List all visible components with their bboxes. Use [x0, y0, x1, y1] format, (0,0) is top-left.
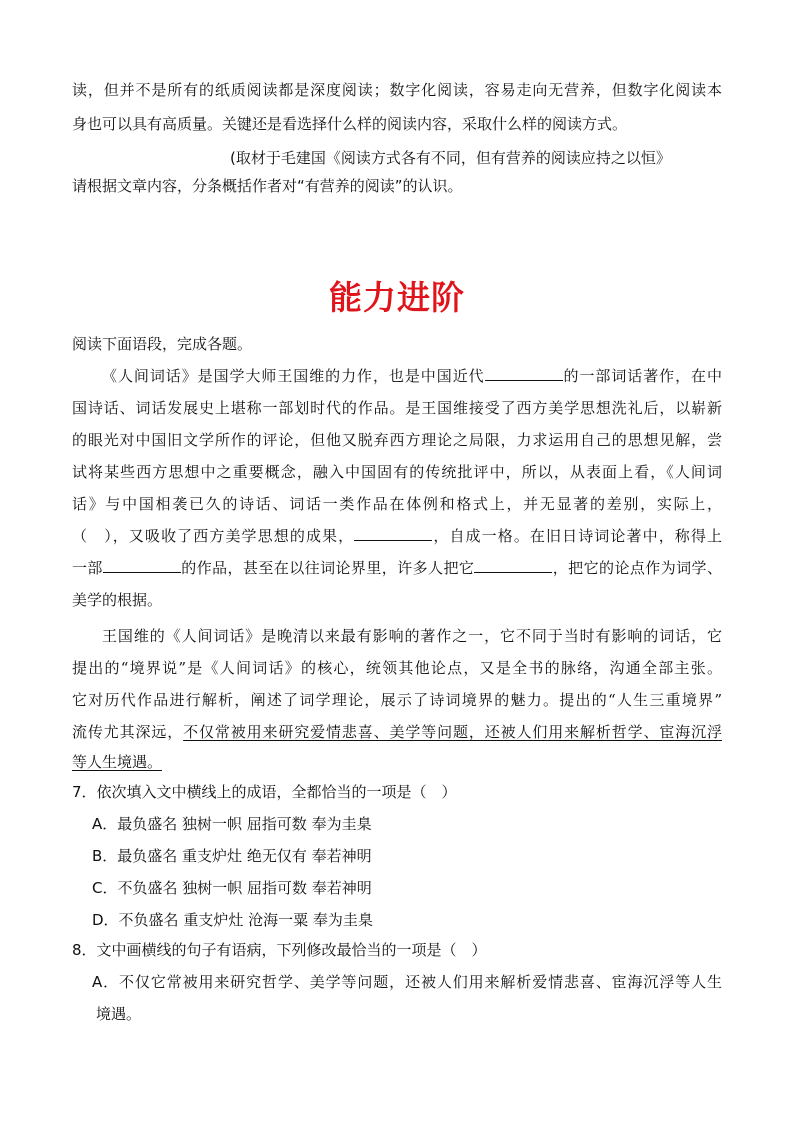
fill-blank-3 [103, 558, 181, 573]
passage-text: 的作品，甚至在以往词论界里，许多人把它 [180, 559, 475, 577]
question-8-option-a-line-1: A．不仅它常被用来研究哲学、美学等问题，还被人们用来解析爱情悲喜、宦海沉浮等人生 [92, 973, 722, 991]
top-passage-line-2: 身也可以具有高质量。关键还是看选择什么样的阅读内容，采取什么样的阅读方式。 [72, 115, 628, 133]
question-7-option-d: D．不负盛名 重支炉灶 沧海一粟 奉为圭臬 [92, 911, 373, 929]
fill-blank-4 [474, 558, 552, 573]
passage-p1-line-8: 美学的根据。 [72, 591, 163, 609]
fill-blank-1 [485, 366, 563, 381]
question-7-option-c: C．不负盛名 独树一帜 屈指可数 奉若神明 [92, 879, 372, 897]
top-passage-line-1: 读，但并不是所有的纸质阅读都是深度阅读；数字化阅读，容易走向无营养，但数字化阅读本 [72, 81, 722, 99]
source-citation: (取材于毛建国《阅读方式各有不同，但有营养的阅读应持之以恒》 [230, 149, 671, 167]
passage-text: ，把它的论点作为词学、 [552, 559, 722, 577]
passage-p1-line-7 [72, 558, 722, 578]
passage-p1-line-4: 试将某些西方思想中之重要概念，融入中国固有的传统批评中，所以，从表面上看，《人间词 [72, 463, 722, 481]
question-7-option-b: B．最负盛名 重支炉灶 绝无仅有 奉若神明 [92, 847, 372, 865]
question-7-option-a: A．最负盛名 独树一帜 屈指可数 奉为圭臬 [92, 815, 372, 833]
question-7-stem: 7．依次填入文中横线上的成语，全都恰当的一项是（ ） [72, 783, 457, 801]
reading-instruction: 阅读下面语段，完成各题。 [72, 335, 253, 353]
underlined-sentence: 不仅常被用来研究爱情悲喜、美学等问题，还被人们用来解析哲学、宦海沉浮 [183, 723, 722, 741]
passage-text: 的一部词话著作，在中 [562, 367, 722, 385]
passage-p1-line-3: 的眼光对中国旧文学所作的评论，但他又脱弃西方理论之局限，力求运用自己的思想见解，尝 [72, 431, 722, 449]
passage-text: 流传尤其深远， [72, 723, 184, 741]
passage-p2-line-5 [72, 752, 722, 772]
question-8-stem: 8．文中画横线的句子有语病，下列修改最恰当的一项是（ ） [72, 941, 487, 959]
passage-text: 一部 [72, 559, 103, 577]
summary-question: 请根据文章内容，分条概括作者对“有营养的阅读”的认识。 [72, 177, 463, 195]
underlined-sentence-end: 等人生境遇。 [72, 753, 163, 771]
passage-p2-line-4 [72, 722, 722, 742]
passage-p1-line-1 [102, 366, 722, 386]
passage-text: ，自成一格。在旧日诗词论著中，称得上 [432, 527, 722, 545]
passage-p2-line-1: 王国维的《人间词话》是晚清以来最有影响的著作之一，它不同于当时有影响的词话，它 [102, 627, 722, 645]
passage-text: （ ），又吸收了西方美学思想的成果， [72, 527, 355, 545]
section-title: 能力进阶 [329, 278, 465, 317]
fill-blank-2 [354, 526, 432, 541]
passage-text: 《人间词话》是国学大师王国维的力作，也是中国近代 [102, 367, 485, 385]
question-8-option-a-line-2: 境遇。 [96, 1005, 142, 1023]
passage-p1-line-6 [72, 526, 722, 546]
passage-p2-line-2: 提出的“境界说”是《人间词话》的核心，统领其他论点，又是全书的脉络，沟通全部主张。 [72, 659, 722, 677]
passage-p1-line-5: 话》与中国相袭已久的诗话、词话一类作品在体例和格式上，并无显著的差别，实际上， [72, 495, 722, 513]
passage-p2-line-3: 它对历代作品进行解析，阐述了词学理论，展示了诗词境界的魅力。提出的“人生三重境界” [72, 691, 722, 709]
passage-p1-line-2: 国诗话、词话发展史上堪称一部划时代的作品。是王国维接受了西方美学思想洗礼后，以崭新 [72, 399, 722, 417]
